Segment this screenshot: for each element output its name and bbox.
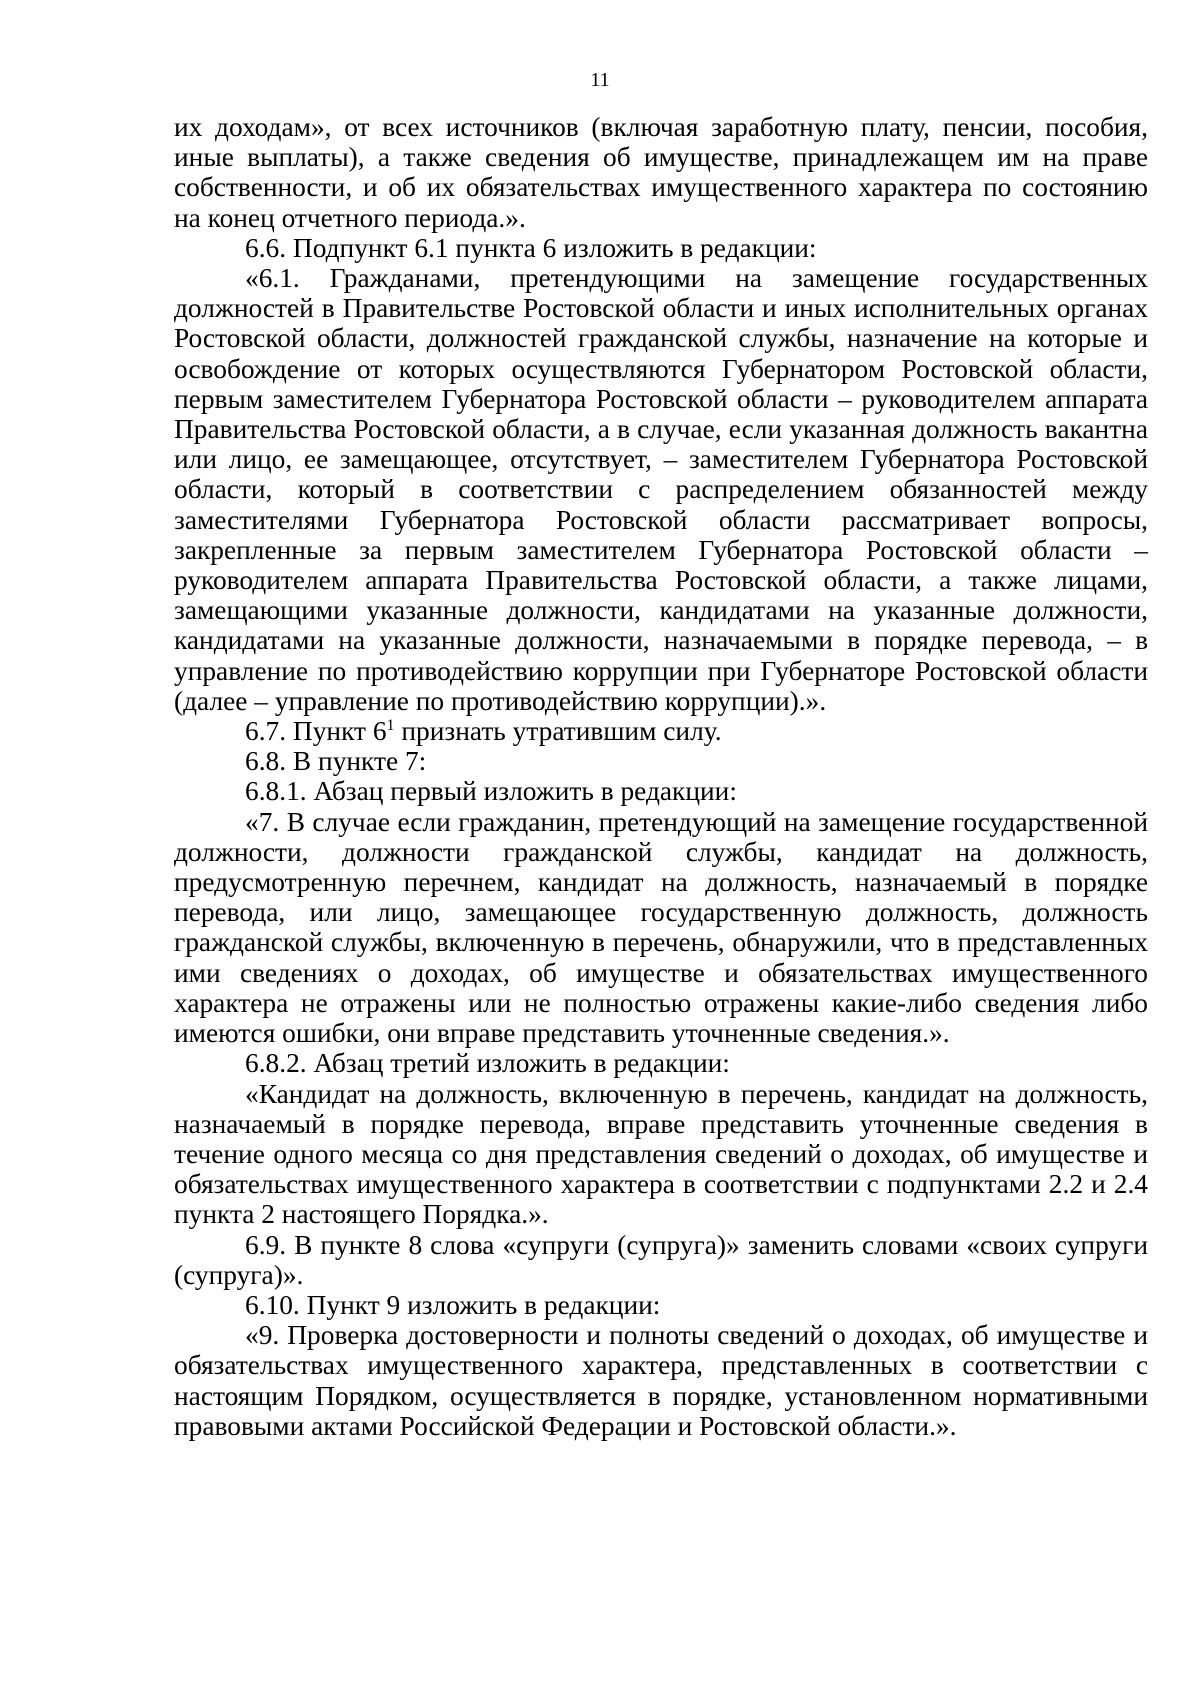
paragraph-item-6-7 [174,716,1148,746]
item-6-7-text-after: признать утратившим силу. [394,716,722,747]
paragraph-item-6-8-1: 6.8.1. Абзац первый изложить в редакции: [245,776,737,807]
paragraph-item-6-10: 6.10. Пункт 9 изложить в редакции: [245,1289,661,1320]
paragraph-quote-6-1: «6.1. Гражданами, претендующими на замещение государственных должностей в Правительстве Ростовской области и иных исполнительных органах Ростовской области, должностей гражданской службы, назначение на которые и освобождение от которых осуществляются Губернатором Ростовской области, первым заместителем Губернатора Ростовской области – руководителем аппарата Правительства Ростовской области, а в случае, если указанная должность вакантна или лицо, ее замещающее, отсутствует, – заместителем Губернатора Ростовской области, который в соответствии с распределением обязанностей между заместителями Губернатора Ростовской области рассматривает вопросы, закрепленные за первым заместителем Губернатора Ростовской области – руководителем аппарата Правительства Ростовской области, а также лицами, замещающими указанные должности, кандидатами на указанные должности, кандидатами на указанные должности, назначаемыми в порядке перевода, – в управление по противодействию коррупции при Губернаторе Ростовской области (далее – управление по противодействию коррупции).». [174,263,1148,716]
paragraph-item-6-8: 6.8. В пункте 7: [245,746,427,777]
page-number: 11 [590,69,610,91]
document-body [174,112,1148,1441]
paragraph-quote-7: «7. В случае если гражданин, претендующий на замещение государственной должности, должности гражданской службы, кандидат на должность, предусмотренную перечнем, кандидат на должность, назначаемый в порядке перевода, или лицо, замещающее государственную должность, должность гражданской службы, включенную в перечень, обнаружили, что в представленных ими сведениях о доходах, об имуществе и обязательствах имущественного характера не отражены или не полностью отражены какие-либо сведения либо имеются ошибки, они вправе представить уточненные сведения.». [174,806,1148,1049]
paragraph-continuation: их доходам», от всех источников (включая заработную плату, пенсии, пособия, иные выплаты), а также сведения об имуществе, принадлежащем им на праве собственности, и об их обязательствах имущественного характера по состоянию на конец отчетного периода.». [174,112,1148,233]
item-6-7-text-before: 6.7. Пункт 6 [245,716,387,747]
paragraph-quote-9: «9. Проверка достоверности и полноты сведений о доходах, об имуществе и обязательствах имущественного характера, представленных в соответствии с настоящим Порядком, осуществляется в порядке, установленном нормативными правовыми актами Российской Федерации и Ростовской области.». [174,1320,1148,1441]
paragraph-item-6-8-2: 6.8.2. Абзац третий изложить в редакции: [245,1048,730,1079]
paragraph-item-6-6: 6.6. Подпункт 6.1 пункта 6 изложить в редакции: [245,232,817,263]
paragraph-item-6-9: 6.9. В пункте 8 слова «супруги (супруга)» заменить словами «своих супруги (супруга)». [174,1229,1148,1290]
paragraph-quote-candidate: «Кандидат на должность, включенную в перечень, кандидат на должность, назначаемый в порядке перевода, вправе представить уточненные сведения в течение одного месяца со дня представления сведений о доходах, об имуществе и обязательствах имущественного характера в соответствии с подпунктами 2.2 и 2.4 пункта 2 настоящего Порядка.». [174,1078,1148,1230]
item-6-7-superscript: 1 [386,717,395,735]
